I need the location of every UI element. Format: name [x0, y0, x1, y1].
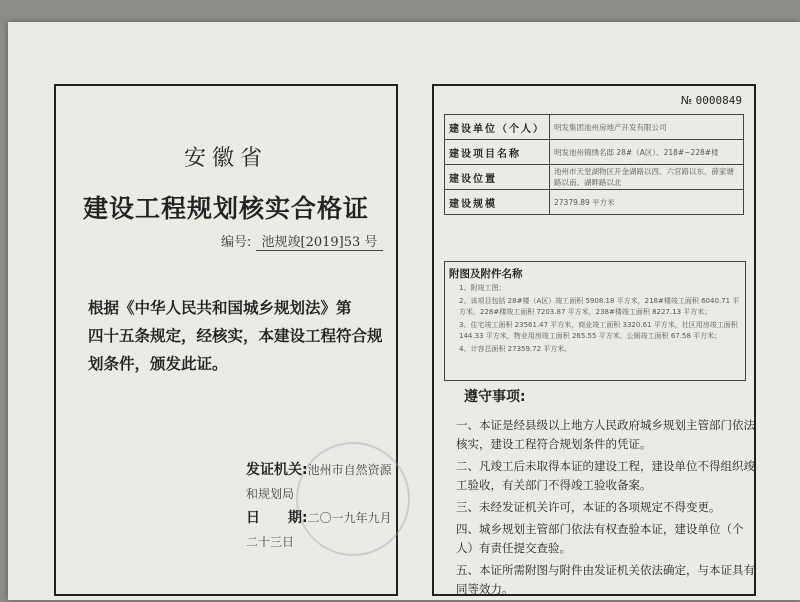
field-label: 建设位置 [445, 165, 550, 190]
attachment-item: 2、该项目包括 28#楼（A区）竣工面积 5908.18 平方米，218#楼竣工面积 6040.71 平方米，228#楼竣工面积 7203.87 平方米，238#楼竣工面积 8227.13 平方米； [459, 297, 740, 316]
certificate-sheet [8, 22, 800, 600]
table-row [445, 140, 744, 165]
note-item: 五、本证所需附图与附件由发证机关依法确定，与本证具有同等效力。 [456, 563, 755, 596]
info-table [444, 114, 744, 215]
body-line: 根据《中华人民共和国城乡规划法》第 [88, 299, 352, 317]
issuer-label: 发证机关: [246, 462, 308, 478]
body-line: 划条件，颁发此证。 [88, 355, 228, 373]
field-value: 明发集团池州房地产开发有限公司 [550, 115, 744, 140]
table-row [445, 190, 744, 215]
field-value: 池州市天堂湖物区开金湖路以西、六官路以东、薛家塘路以南、湖畔路以北 [550, 165, 744, 190]
attachment-item: 4、计容总面积 27359.72 平方米。 [459, 345, 572, 353]
field-label: 建设单位（个人） [445, 115, 550, 140]
note-item: 二、凡竣工后未取得本证的建设工程，建设单位不得组织竣工验收，有关部门不得竣工验收备案。 [456, 459, 755, 492]
certificate-body [88, 294, 388, 378]
number-row [221, 231, 383, 250]
serial-label: № [680, 94, 693, 107]
issuer-block [246, 458, 396, 554]
body-line: 四十五条规定，经核实，本建设工程符合规 [88, 327, 383, 345]
attachments-header: 附图及附件名称 [449, 268, 523, 280]
serial-value: 0000849 [695, 94, 742, 107]
right-panel [432, 84, 756, 596]
note-item: 四、城乡规划主管部门依法有权查验本证，建设单位（个人）有责任提交查验。 [456, 522, 744, 555]
note-item: 三、未经发证机关许可，本证的各项规定不得变更。 [456, 500, 721, 514]
notes-list [456, 416, 756, 602]
field-label: 建设规模 [445, 190, 550, 215]
number-value: 池规竣[2019]53 号 [256, 235, 384, 251]
field-value: 明发池州锦绣名邸 28#（A区）、218#~228#楼 [550, 140, 744, 165]
province: 安徽省 [183, 146, 268, 171]
left-panel [54, 84, 398, 596]
table-row [445, 115, 744, 140]
note-item: 一、本证是经县级以上地方人民政府城乡规划主管部门依法核实，建设工程符合规划条件的凭证。 [456, 418, 755, 451]
attachments-box [444, 261, 746, 381]
certificate-title: 建设工程规划核实合格证 [82, 194, 369, 223]
field-value: 27379.89 平方米 [550, 190, 744, 215]
issuer-value: 池州市自然资源和规划局 [246, 463, 392, 501]
date-label: 日 期: [246, 510, 308, 526]
notes-header: 遵守事项: [464, 389, 526, 405]
date-value: 二〇一九年九月二十三日 [246, 511, 392, 549]
table-row [445, 165, 744, 190]
attachment-item: 1、附竣工图； [459, 284, 506, 292]
attachment-item: 3、住宅竣工面积 23561.47 平方米，商业竣工面积 3320.61 平方米，社区用房竣工面积 144.33 平方米，物业用房竣工面积 265.55 平方米，公厕竣工面积 67.58 平方米； [459, 321, 738, 340]
field-label: 建设项目名称 [445, 140, 550, 165]
serial-number [681, 94, 742, 107]
number-label: 编号: [221, 235, 252, 250]
